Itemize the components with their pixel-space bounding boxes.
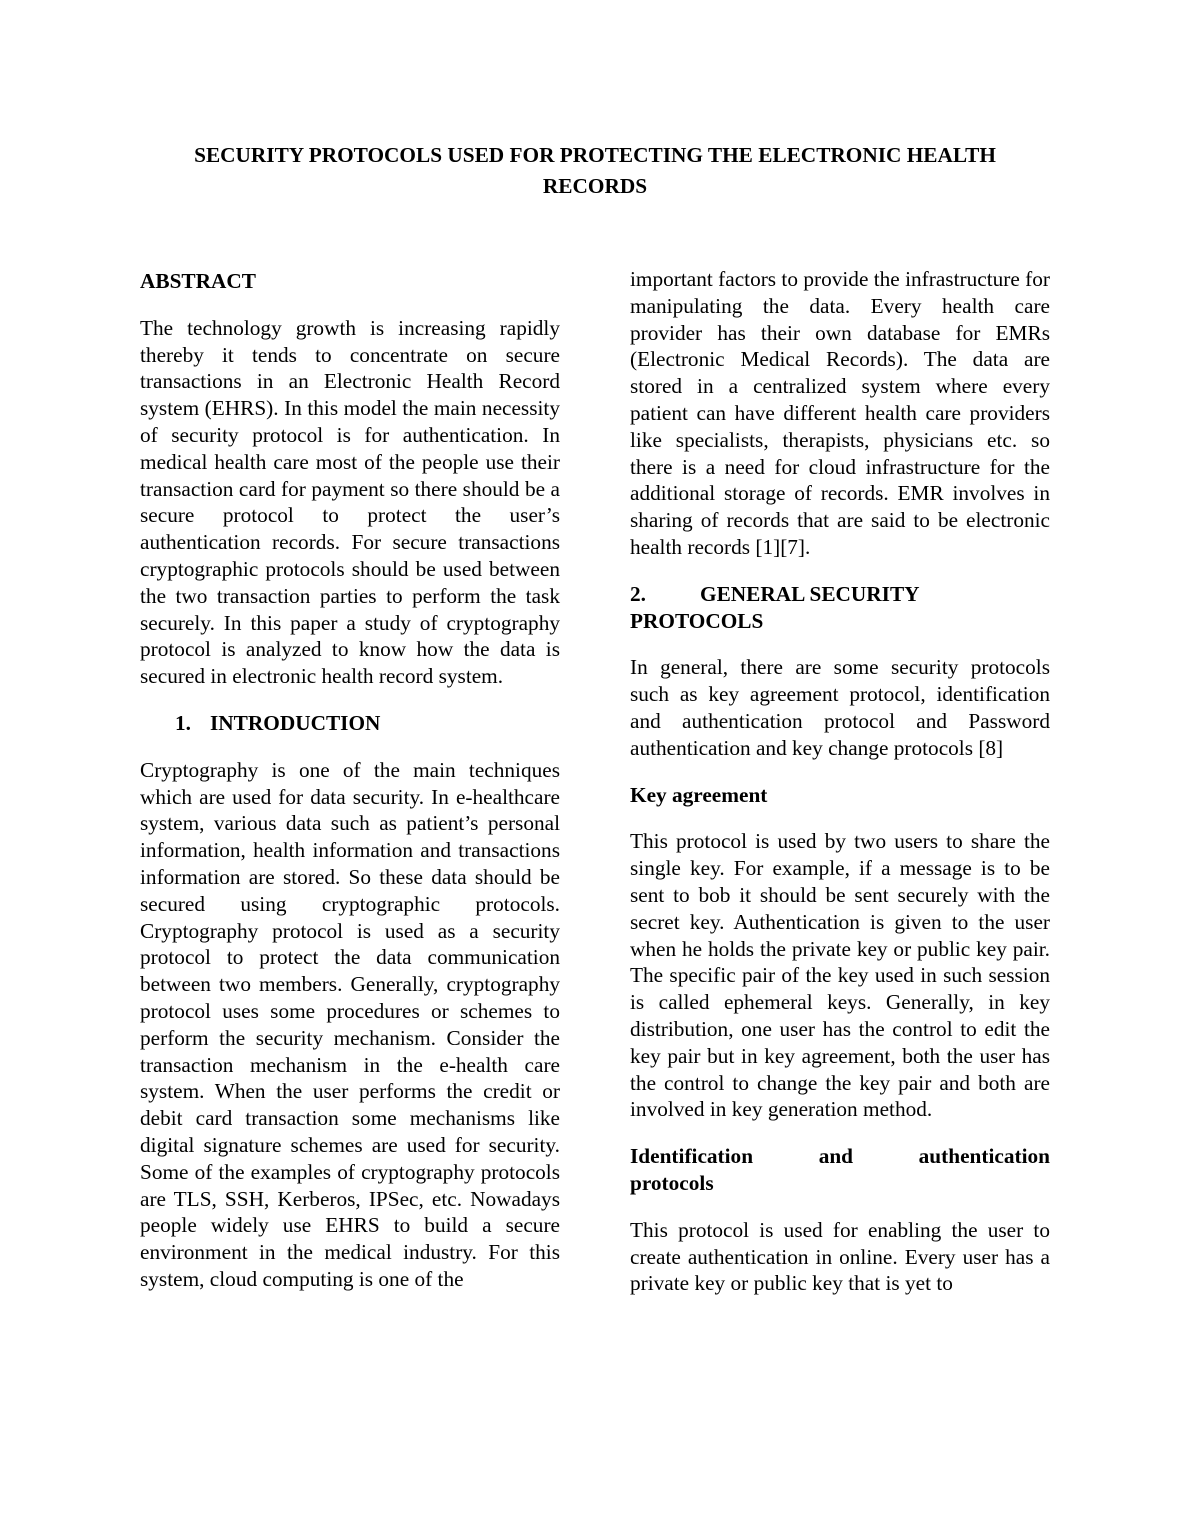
introduction-heading xyxy=(140,710,560,737)
abstract-heading: ABSTRACT xyxy=(140,269,256,293)
right-column xyxy=(630,266,1050,1317)
key-agreement-heading: Key agreement xyxy=(630,782,768,807)
identification-heading xyxy=(630,1143,1050,1197)
general-security-paragraph: In general, there are some security protocols such as key agreement protocol, identification and authentication protocol and Password authentication and key change protocols [8] xyxy=(630,655,1050,760)
identification-heading-word3: authentication xyxy=(918,1144,1050,1169)
left-column xyxy=(140,266,560,1313)
abstract-paragraph: The technology growth is increasing rapidly thereby it tends to concentrate on secure transactions in an Electronic Health Record system (EHRS). In this model the main necessity of security protocol is for authentication. In medical health care most of the people use their transaction card for payment so there should be a secure protocol to protect the user’s authentication records. For secure transactions cryptographic protocols should be used between the two transaction parties to perform the task securely. In this paper a study of cryptography protocol is analyzed to know how the data is secured in electronic health record system. xyxy=(140,315,560,689)
key-agreement-paragraph: This protocol is used by two users to share the single key. For example, if a message is to be sent to bob it should be sent securely with the secret key. Authentication is given to the user when he holds the private key or public key pair. The specific pair of the key used in such session is called ephemeral keys. Generally, in key distribution, one user has the control to edit the key pair but in key agreement, both the user has the control to change the key pair and both are involved in key generation method. xyxy=(630,829,1050,1122)
identification-heading-word2: and xyxy=(818,1144,854,1169)
paper-title: SECURITY PROTOCOLS USED FOR PROTECTING THE ELECTRONIC HEALTH RECORDS xyxy=(194,143,996,198)
introduction-paragraph-part2: important factors to provide the infrastructure for manipulating the data. Every health care provider has their own database for EMRs (Electronic Medical Records). The data are stored in a centralized system where every patient can have different health care providers like specialists, therapists, physicians etc. so there is a need for cloud infrastructure for the additional storage of records. EMR involves in sharing of records that are said to be electronic health records [1][7]. xyxy=(630,267,1050,559)
identification-heading-line1 xyxy=(630,1143,1050,1170)
general-security-heading-line1: GENERAL SECURITY xyxy=(700,581,920,606)
identification-paragraph: This protocol is used for enabling the user to create authentication in online. Every user has a private key or public key that is yet to xyxy=(630,1217,1050,1296)
general-security-number: 2. xyxy=(630,581,646,606)
general-security-heading xyxy=(630,581,1050,635)
introduction-paragraph-part1: Cryptography is one of the main techniques which are used for data security. In e-healthcare system, various data such as patient’s personal information, health information and transactions information are stored. So these data should be secured using cryptographic protocols. Cryptography protocol is used as a security protocol to protect the data communication between two members. Generally, cryptography protocol uses some procedures or schemes to perform the security mechanism. Consider the transaction mechanism in the e-health care system. When the user performs the credit or debit card transaction some mechanisms like digital signature schemes are used for security. Some of the examples of cryptography protocols are TLS, SSH, Kerberos, IPSec, etc. Nowadays people widely use EHRS to build a secure environment in the medical industry. For this system, cloud computing is one of the xyxy=(140,757,560,1291)
introduction-heading-text: INTRODUCTION xyxy=(210,710,381,735)
general-security-heading-line2: PROTOCOLS xyxy=(630,608,764,633)
identification-heading-line2: protocols xyxy=(630,1170,714,1195)
identification-heading-word1: Identification xyxy=(630,1144,754,1169)
introduction-number: 1. xyxy=(175,710,191,735)
